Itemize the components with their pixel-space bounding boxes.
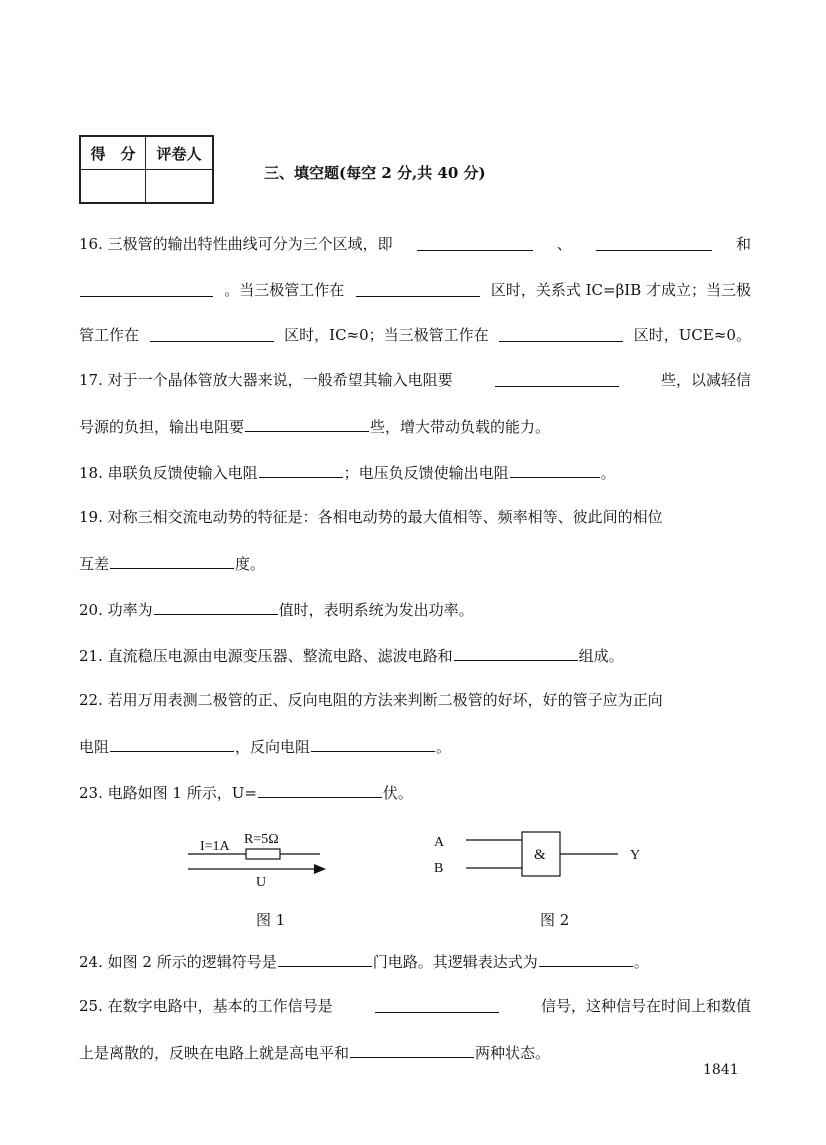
answer-blank[interactable] bbox=[499, 325, 623, 342]
q16-line3: 管工作在 区时，IC≈0；当三极管工作在 区时，UCE≈0。 bbox=[79, 326, 751, 344]
score-cell[interactable] bbox=[80, 170, 146, 204]
answer-blank[interactable] bbox=[510, 461, 600, 478]
q22-line2: 电阻 ，反向电阻 。 bbox=[79, 735, 751, 757]
input-b-label: B bbox=[434, 861, 444, 876]
score-header: 得 分 bbox=[80, 136, 146, 170]
gate-symbol-label: & bbox=[534, 847, 546, 863]
answer-blank[interactable] bbox=[110, 735, 234, 752]
q21-line: 21. 直流稳压电源由电源变压器、整流电路、滤波电路和 组成。 bbox=[79, 644, 751, 666]
answer-blank[interactable] bbox=[110, 552, 234, 569]
answer-blank[interactable] bbox=[258, 781, 382, 798]
figure-2-logic-gate bbox=[428, 828, 658, 884]
figure-2-caption: 图 2 bbox=[540, 911, 570, 929]
resistor-symbol bbox=[246, 849, 280, 859]
answer-blank[interactable] bbox=[375, 996, 499, 1013]
answer-blank[interactable] bbox=[350, 1041, 474, 1058]
score-table bbox=[79, 135, 214, 204]
q19-line1: 19. 对称三相交流电动势的特征是：各相电动势的最大值相等、频率相等、彼此间的相位 bbox=[79, 508, 663, 526]
answer-blank[interactable] bbox=[417, 234, 533, 251]
voltage-arrow-icon bbox=[314, 864, 326, 874]
q23-line: 23. 电路如图 1 所示，U= 伏。 bbox=[79, 781, 751, 803]
answer-blank[interactable] bbox=[150, 325, 274, 342]
resistor-label: R=5Ω bbox=[244, 832, 279, 847]
q17-line1: 17. 对于一个晶体管放大器来说，一般希望其输入电阻要 些，以减轻信 bbox=[79, 371, 751, 389]
answer-blank[interactable] bbox=[278, 950, 372, 967]
grader-cell[interactable] bbox=[146, 170, 214, 204]
answer-blank[interactable] bbox=[259, 461, 343, 478]
grader-header: 评卷人 bbox=[146, 136, 214, 170]
answer-blank[interactable] bbox=[495, 370, 619, 387]
figure-1-circuit bbox=[180, 826, 340, 892]
answer-blank[interactable] bbox=[356, 280, 480, 297]
answer-blank[interactable] bbox=[245, 415, 369, 432]
q16-line1: 16. 三极管的输出特性曲线可分为三个区域，即 、 和 bbox=[79, 235, 751, 253]
q25-line1: 25. 在数字电路中，基本的工作信号是 信号，这种信号在时间上和数值 bbox=[79, 997, 751, 1015]
q20-line: 20. 功率为 值时，表明系统为发出功率。 bbox=[79, 598, 751, 620]
answer-blank[interactable] bbox=[80, 280, 213, 297]
q16-line2: 。当三极管工作在 区时，关系式 IC=βIB 才成立；当三极 bbox=[79, 280, 751, 300]
answer-blank[interactable] bbox=[596, 234, 712, 251]
current-label: I=1A bbox=[200, 839, 230, 854]
output-label: Y bbox=[630, 848, 641, 863]
figure-1-caption: 图 1 bbox=[256, 911, 286, 929]
page-number: 1841 bbox=[703, 1062, 739, 1078]
section-title: 三、填空题(每空 2 分,共 40 分) bbox=[264, 164, 486, 182]
q18-line: 18. 串联负反馈使输入电阻 ；电压负反馈使输出电阻 。 bbox=[79, 461, 751, 483]
answer-blank[interactable] bbox=[311, 735, 435, 752]
answer-blank[interactable] bbox=[154, 598, 278, 615]
answer-blank[interactable] bbox=[454, 644, 578, 661]
input-a-label: A bbox=[434, 835, 445, 850]
voltage-label: U bbox=[256, 875, 267, 890]
q22-line1: 22. 若用万用表测二极管的正、反向电阻的方法来判断二极管的好坏，好的管子应为正向 bbox=[79, 691, 663, 709]
q25-line2: 上是离散的，反映在电路上就是高电平和 两种状态。 bbox=[79, 1041, 751, 1063]
q17-line2: 号源的负担，输出电阻要 些，增大带动负载的能力。 bbox=[79, 415, 751, 437]
answer-blank[interactable] bbox=[539, 950, 633, 967]
q24-line: 24. 如图 2 所示的逻辑符号是 门电路。其逻辑表达式为 。 bbox=[79, 950, 751, 972]
q19-line2: 互差 度。 bbox=[79, 552, 751, 574]
